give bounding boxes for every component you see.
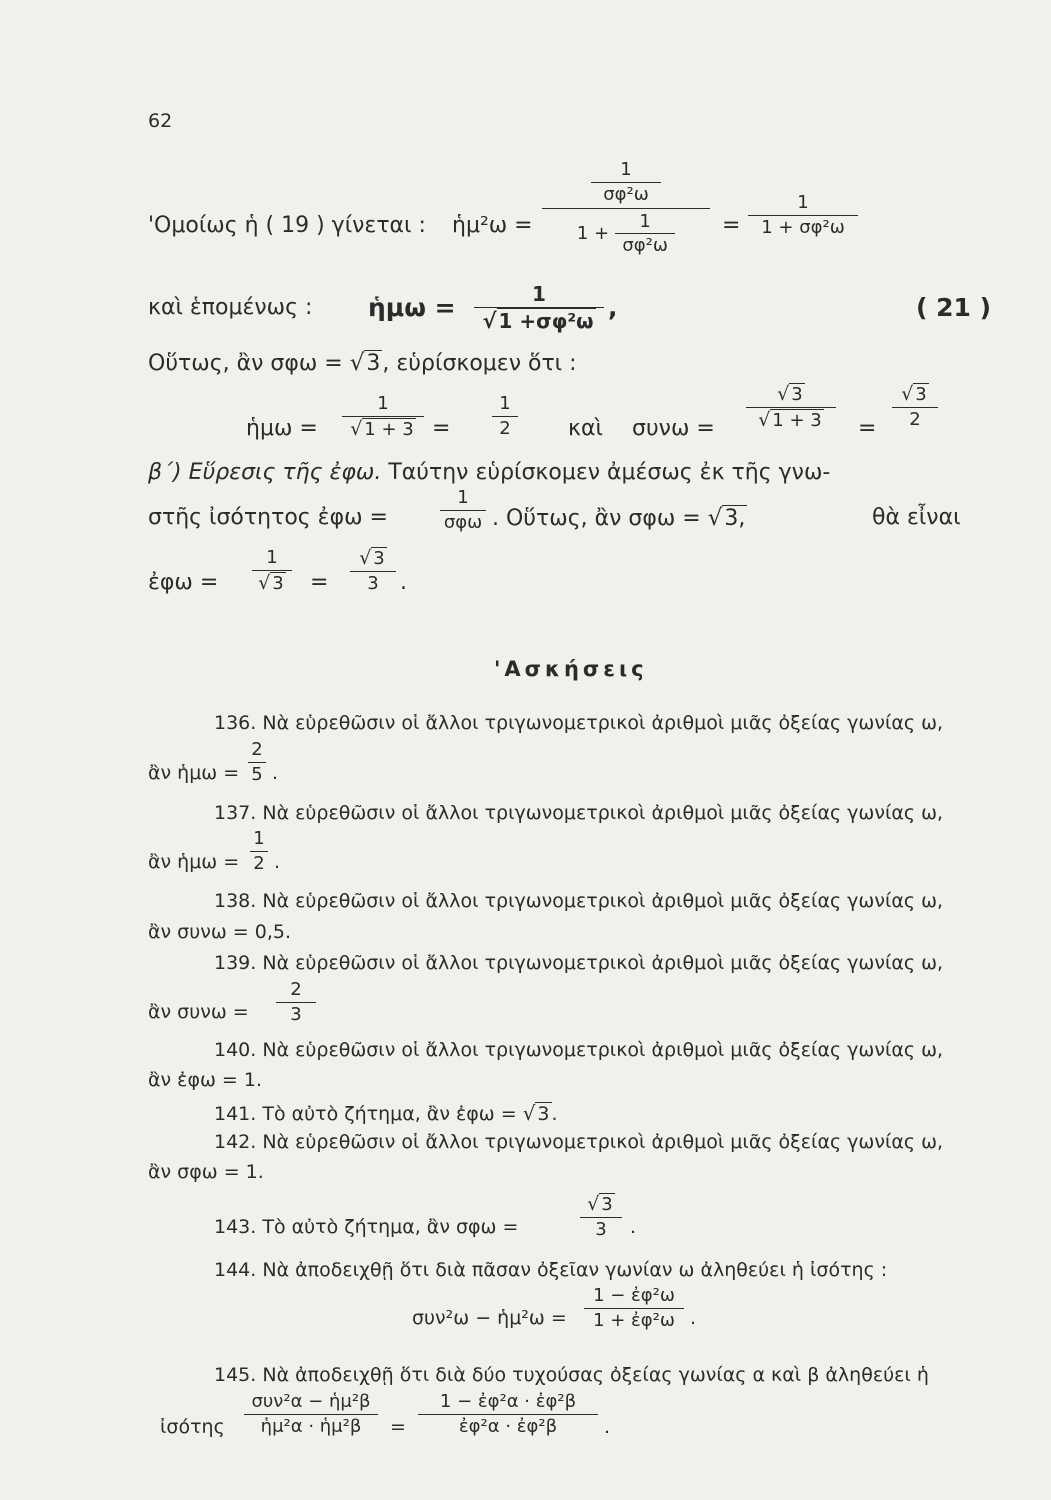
exercise-143	[214, 1216, 518, 1238]
example-cos-eq: =	[858, 416, 877, 441]
exercise-140	[214, 1039, 943, 1061]
exercise-142-cond: ἂν σφω = 1.	[148, 1161, 264, 1183]
exercise-145-fraction-1	[244, 1392, 378, 1437]
exercise-text: Νὰ εὑρεθῶσιν οἱ ἄλλοι τριγωνομετρικοὶ ἀριθμοὶ μιᾶς ὀξείας γωνίας ω,	[262, 890, 944, 912]
section-b-text2-a: στῆς ἰσότητος ἐφω =	[148, 505, 388, 530]
page-number: 62	[148, 110, 173, 132]
frac-den: 5	[251, 763, 263, 785]
exercise-number: 137.	[214, 802, 257, 824]
exercise-136-fraction	[248, 740, 266, 785]
formula21-label: ( 21 )	[916, 293, 992, 322]
frac-num: 1	[253, 828, 265, 849]
section-b-tan-den-radicand: 3	[272, 572, 284, 594]
section-b-frac-num: 1	[457, 487, 469, 508]
example-cos-r-den: 2	[909, 408, 921, 430]
section-b-text2-b-label: . Οὕτως, ἂν σφω =	[492, 506, 701, 531]
exercise-text: Νὰ εὑρεθῶσιν οἱ ἄλλοι τριγωνομετρικοὶ ἀριθμοὶ μιᾶς ὀξείας γωνίας ω,	[262, 802, 944, 824]
exercise-137-fraction	[250, 829, 268, 874]
exercise-136-cond: ἂν ἡμω =	[148, 762, 240, 784]
exercise-144-end: .	[690, 1307, 697, 1329]
exercise-number: 143.	[214, 1216, 257, 1238]
section-b-tan-r-num-radicand: 3	[373, 548, 385, 569]
formula19-top-den: σφ²ω	[603, 183, 649, 205]
exercise-number: 140.	[214, 1039, 257, 1061]
exercise-136	[214, 712, 943, 734]
exercise-140-cond: ἂν ἐφω = 1.	[148, 1069, 263, 1091]
example-intro-b: , εὑρίσκομεν ὅτι :	[382, 351, 577, 376]
frac-den: 3	[595, 1218, 607, 1240]
example-cos-den-radicand: 1 + 3	[772, 409, 822, 431]
frac-num: 2	[251, 739, 263, 760]
exercises-heading: 'Ασκήσεις	[494, 657, 648, 681]
exercise-144-lhs: συν²ω − ἡμ²ω =	[412, 1307, 567, 1329]
example-sin-result	[492, 394, 518, 439]
section-b-tan-lhs: ἐφω =	[148, 570, 219, 595]
example-cos-r-num-radicand: 3	[915, 384, 927, 405]
frac-num: 2	[290, 979, 302, 1000]
exercise-137-cond: ἂν ἡμω =	[148, 851, 240, 873]
formula19-lead: 'Ομοίως ἡ ( 19 ) γίνεται :	[148, 213, 426, 238]
formula19-bottom-den: σφ²ω	[622, 235, 668, 257]
section-b-tan-r-den: 3	[367, 572, 379, 594]
section-b-line1	[148, 460, 830, 485]
example-sin-r-num: 1	[499, 393, 511, 414]
example-cos-result: √ 3 2	[892, 384, 938, 430]
exercise-text: Νὰ εὑρεθῶσιν οἱ ἄλλοι τριγωνομετρικοὶ ἀριθμοὶ μιᾶς ὀξείας γωνίας ω,	[262, 1131, 944, 1153]
section-b-tan-num: 1	[266, 547, 278, 568]
exercise-139	[214, 952, 943, 974]
example-sin-lhs: ἡμω =	[246, 416, 318, 441]
frac-den: 3	[290, 1003, 302, 1025]
section-b-text2-b: . Οὕτως, ἂν σφω = √3,	[492, 505, 746, 531]
example-intro-radicand: 3	[366, 351, 381, 376]
exercise-137	[214, 802, 943, 824]
exercise-142	[214, 1131, 943, 1153]
example-and: καὶ	[568, 416, 603, 441]
exercise-145-lead: ἰσότης	[160, 1416, 225, 1438]
section-b-tan-eq: =	[310, 570, 329, 595]
exercise-136-end: .	[272, 762, 279, 784]
example-cos-lhs: συνω =	[632, 416, 715, 441]
exercise-text: Τὸ αὐτὸ ζήτημα, ἂν ἐφω =	[262, 1103, 517, 1125]
section-b-tan-end: .	[400, 570, 407, 595]
exercise-139-fraction	[276, 980, 316, 1025]
example-cos-fraction: √ 3 √ 1 + 3	[746, 384, 836, 431]
frac-num: 1 − ἐφ²ω	[593, 1285, 675, 1306]
exercise-143-fraction: √ 3 3	[580, 1194, 622, 1240]
exercise-145	[214, 1364, 929, 1386]
exercise-138-cond: ἂν συνω = 0,5.	[148, 921, 291, 943]
frac-num: συν²α − ἡμ²β	[251, 1391, 371, 1412]
formula19-compound-fraction	[542, 160, 710, 256]
formula21-den-radicand: 1 +σφ²ω	[498, 309, 594, 333]
example-sin-num: 1	[377, 393, 389, 414]
exercise-141: 141. Τὸ αὐτὸ ζήτημα, ἂν ἐφω = √ 3 .	[214, 1101, 558, 1125]
exercise-number: 136.	[214, 712, 257, 734]
frac-num-radicand: 3	[601, 1194, 613, 1215]
exercise-number: 145.	[214, 1364, 257, 1386]
exercise-text: Νὰ εὑρεθῶσιν οἱ ἄλλοι τριγωνομετρικοὶ ἀριθμοὶ μιᾶς ὀξείας γωνίας ω,	[262, 1039, 944, 1061]
exercise-text: Νὰ εὑρεθῶσιν οἱ ἄλλοι τριγωνομετρικοὶ ἀριθμοὶ μιᾶς ὀξείας γωνίας ω,	[262, 952, 944, 974]
section-b-text2-radicand: 3,	[724, 506, 746, 531]
exercise-145-fraction-2	[418, 1392, 598, 1437]
exercise-138	[214, 890, 943, 912]
section-b-tan-result: √ 3 3	[350, 548, 396, 594]
frac-den: 1 + ἐφ²ω	[593, 1309, 675, 1331]
exercise-143-end: .	[630, 1216, 637, 1238]
exercise-145-eq: =	[390, 1416, 406, 1438]
formula19-result-num: 1	[797, 192, 809, 213]
exercise-137-end: .	[274, 851, 281, 873]
exercise-number: 144.	[214, 1259, 257, 1281]
example-sin-fraction: 1 √ 1 + 3	[342, 394, 424, 440]
frac-den: ἐφ²α · ἐφ²β	[458, 1415, 558, 1437]
formula19-result-fraction	[748, 193, 858, 238]
exercise-text: Νὰ ἀποδειχθῇ ὅτι διὰ πᾶσαν ὀξεῖαν γωνίαν ω ἀληθεύει ἡ ἰσότης :	[262, 1259, 888, 1281]
exercise-139-cond: ἂν συνω =	[148, 1001, 249, 1023]
formula19-result-den: 1 + σφ²ω	[761, 216, 845, 238]
formula19-top-num: 1	[620, 159, 632, 180]
exercise-text: Νὰ εὑρεθῶσιν οἱ ἄλλοι τριγωνομετρικοὶ ἀριθμοὶ μιᾶς ὀξείας γωνίας ω,	[262, 712, 944, 734]
section-b-text2-c: θὰ εἶναι	[872, 505, 961, 530]
example-intro: Οὕτως, ἂν σφω = √3, εὑρίσκομεν ὅτι :	[148, 350, 577, 376]
exercise-text: Νὰ ἀποδειχθῇ ὅτι διὰ δύο τυχούσας ὀξείας γωνίας α καὶ β ἀληθεύει ἡ	[262, 1364, 929, 1386]
section-b-label: β΄) Εὕρεσις τῆς ἐφω.	[148, 460, 382, 485]
section-b-frac-den: σφω	[443, 511, 483, 533]
example-sin-r-den: 2	[499, 417, 511, 439]
exercise-144-fraction	[584, 1286, 684, 1331]
formula19-eq: =	[722, 213, 741, 238]
section-b-tan-fraction: 1 √ 3	[252, 548, 292, 594]
example-sin-den-radicand: 1 + 3	[364, 418, 414, 440]
example-sin-eq: =	[432, 416, 451, 441]
exercise-141-end: .	[551, 1103, 558, 1125]
exercise-145-end: .	[604, 1416, 611, 1438]
formula21-lhs: ἡμω =	[368, 293, 456, 322]
formula19-lhs: ἡμ²ω =	[452, 213, 533, 238]
exercise-number: 142.	[214, 1131, 257, 1153]
formula21-comma: ,	[608, 293, 618, 322]
exercise-141-radicand: 3	[537, 1103, 550, 1125]
section-b-fraction	[440, 488, 486, 533]
formula21-fraction: 1 √ 1 +σφ²ω	[474, 283, 604, 333]
formula21-num: 1	[532, 282, 546, 306]
formula19-bottom-num: 1	[639, 210, 651, 232]
exercise-144	[214, 1259, 887, 1281]
exercise-number: 138.	[214, 890, 257, 912]
exercise-text: Τὸ αὐτὸ ζήτημα, ἂν σφω =	[262, 1216, 519, 1238]
section-b-text1: Ταύτην εὑρίσκομεν ἀμέσως ἐκ τῆς γνω-	[388, 460, 831, 485]
example-intro-a: Οὕτως, ἂν σφω =	[148, 351, 343, 376]
frac-den: ἡμ²α · ἡμ²β	[260, 1415, 362, 1437]
example-cos-num-radicand: 3	[791, 384, 803, 405]
exercise-number: 141.	[214, 1103, 257, 1125]
formula21-lead: καὶ ἑπομένως :	[148, 295, 313, 320]
formula19-bottom-prefix: 1 +	[576, 223, 610, 245]
exercise-number: 139.	[214, 952, 257, 974]
frac-num: 1 − ἐφ²α · ἐφ²β	[439, 1391, 577, 1412]
frac-den: 2	[253, 852, 265, 874]
